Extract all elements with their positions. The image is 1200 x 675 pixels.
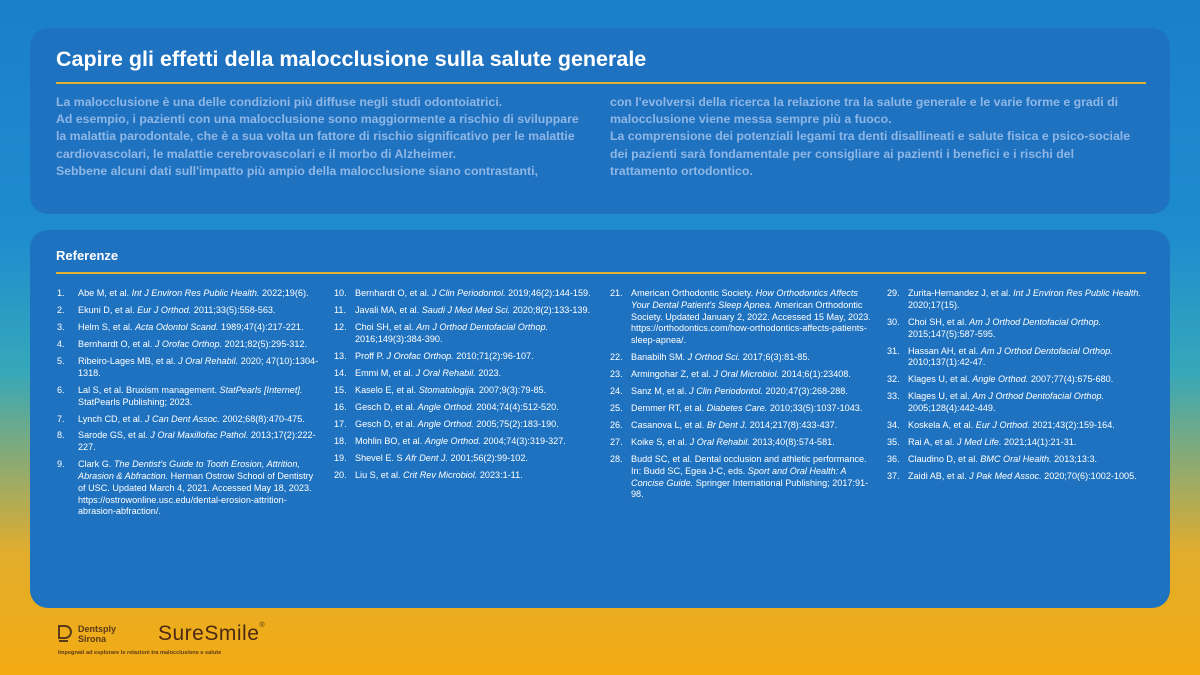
reference-item [57,288,319,300]
reference-number: 12. [334,321,347,332]
reference-details: 2005;75(2):183-190. [473,418,559,429]
reference-journal: Saudi J Med Med Sci. [421,304,511,315]
suresmile-logo [158,622,265,646]
reference-item [334,453,596,465]
reference-authors: Mohlin BO, et al. [355,435,425,446]
reference-number: 30. [887,316,900,327]
reference-journal: Acta Odontol Scand. [135,321,219,332]
reference-authors: Claudino D, et al. [908,454,981,465]
reference-number: 16. [334,401,347,412]
reference-item [887,317,1149,341]
reference-journal: How Orthodontics Affects Your Dental Patient's Sleep Apnea. [631,288,858,310]
reference-number: 28. [610,454,623,465]
reference-item [334,436,596,448]
reference-journal: J Clin Periodontol. [431,288,506,298]
reference-item [887,391,1149,415]
reference-details: 2001;56(2):99-102. [448,452,528,463]
reference-details: 2013;17(2):222-227. [78,430,316,453]
reference-text [631,403,872,415]
reference-authors: American Orthodontic Society. [631,288,756,298]
reference-authors: Klages U, et al. [908,391,973,402]
reference-text [355,305,596,317]
intro-paragraph: La comprensione dei potenziali legami tra denti disallineati e salute fisica e psico-sociale dei pazienti sarà fondamentale per consigliare ai pazienti i benefici e i rischi del trattamento ortodontico. [610,129,1131,178]
reference-details: 2013;13:3. [1051,454,1098,465]
reference-journal: Eur J Orthod. [137,304,192,315]
reference-authors: Helm S, et al. [78,321,136,332]
reference-item [334,288,596,300]
reference-details: American Orthodontic Society. Updated January 2, 2022. Accessed 15 May, 2023. https://orthodontics.com/how-orthodontics-affects-patients-sleep-apnea/. [631,299,871,346]
reference-number: 15. [334,384,347,395]
reference-authors: Javali MA, et al. [355,304,422,315]
reference-text [78,459,319,518]
dentsply-sirona-logo [58,624,116,644]
reference-details: 2020; 47(10):1304-1318. [78,355,319,378]
reference-text [355,453,596,465]
reference-item [610,454,872,501]
reference-number: 35. [887,437,900,448]
product-name: SureSmile [158,622,260,645]
reference-number: 18. [334,435,347,446]
reference-number: 4. [57,338,65,349]
reference-text [908,391,1149,415]
reference-text [631,369,872,381]
reference-authors: Zurita-Hernandez J, et al. [908,288,1014,298]
reference-details: 2021;82(5):295-312. [222,338,308,349]
reference-number: 36. [887,454,900,465]
reference-text [78,385,319,409]
reference-authors: Clark G. [78,459,114,470]
reference-text [355,322,596,346]
reference-journal: J Oral Rehabil. [689,437,750,448]
reference-number: 13. [334,350,347,361]
reference-details: 2017;6(3):81-85. [740,352,810,363]
reference-journal: J Clin Periodontol. [689,386,763,397]
reference-text [908,374,1149,386]
reference-item [887,437,1149,449]
reference-details: 2021;43(2):159-164. [1029,420,1115,431]
reference-text [355,436,596,448]
reference-journal: Crit Rev Microbiol. [403,469,478,480]
reference-authors: Liu S, et al. [355,469,404,480]
reference-item [887,471,1149,483]
reference-journal: Int J Environ Res Public Health. [1013,288,1142,298]
reference-details: 2020;17(15). [908,299,960,310]
reference-journal: Angle Orthod. [972,374,1029,385]
reference-number: 21. [610,288,623,298]
reference-number: 9. [57,459,65,470]
intro-paragraph: con l'evolversi della ricerca la relazione tra la salute generale e le varie forme e gradi di malocclusione viene messa sempre più a fuoco. [610,95,1119,127]
reference-details: 2023. [475,367,502,378]
reference-text [78,430,319,454]
reference-number: 23. [610,369,623,380]
reference-authors: Sanz M, et al. [631,386,690,397]
reference-authors: Klages U, et al. [908,374,973,385]
references-column-3 [610,288,872,506]
reference-number: 19. [334,452,347,463]
reference-details: 2020;8(2):133-139. [510,304,591,315]
reference-text [78,322,319,334]
reference-number: 7. [57,413,65,424]
reference-journal: J Oral Maxillofac Pathol. [150,430,249,441]
reference-text [355,288,596,300]
reference-details: 2004;74(4):512-520. [473,401,559,412]
reference-journal: Angle Orthod. [424,435,481,446]
reference-authors: Ekuni D, et al. [78,304,138,315]
reference-text [908,420,1149,432]
reference-text [355,351,596,363]
reference-text [355,368,596,380]
reference-number: 8. [57,430,65,441]
references-title: Referenze [56,248,119,263]
reference-item [610,403,872,415]
reference-item [610,420,872,432]
reference-journal: Afr Dent J. [405,452,449,463]
reference-text [78,288,319,300]
reference-authors: Bernhardt O, et al. [78,338,155,349]
reference-details: 2013;40(8):574-581. [749,437,835,448]
reference-text [908,454,1149,466]
reference-text [355,385,596,397]
reference-authors: Casanova L, et al. [631,420,707,431]
reference-item [610,437,872,449]
reference-authors: Choi SH, et al. [355,321,417,332]
reference-details: 2010;33(5):1037-1043. [767,403,863,414]
reference-details: 2007;9(3):79-85. [476,384,547,395]
reference-item [334,305,596,317]
reference-number: 22. [610,352,623,363]
reference-journal: The Dentist's Guide to Tooth Erosion, Attrition, Abrasion & Abfraction. [78,459,300,482]
reference-authors: Armingohar Z, et al. [631,369,714,380]
reference-authors: Banabilh SM. [631,352,688,363]
reference-text [631,352,872,364]
reference-authors: Koike S, et al. [631,437,690,448]
reference-authors: Choi SH, et al. [908,316,970,327]
reference-details: 2016;149(3):384-390. [355,333,443,344]
reference-journal: J Oral Rehabil. [178,355,239,366]
references-column-1 [57,288,319,523]
reference-details: 2014;217(8):433-437. [747,420,838,431]
reference-text [78,414,319,426]
reference-number: 14. [334,367,347,378]
reference-item [334,351,596,363]
reference-item [334,402,596,414]
reference-journal: Stomatologija. [418,384,477,395]
reference-details: 2015;147(5):587-595. [908,328,996,339]
reference-number: 33. [887,391,900,402]
reference-item [334,368,596,380]
reference-details: 2023:1-11. [477,469,523,480]
reference-item [334,385,596,397]
reference-details: 2004;74(3):319-327. [480,435,566,446]
reference-authors: Shevel E. S [355,452,406,463]
reference-text [78,339,319,351]
reference-authors: Lynch CD, et al. [78,413,145,424]
reference-authors: Rai A, et al. [908,437,958,448]
reference-journal: J Orofac Orthop. [386,350,454,361]
reference-text [908,471,1149,483]
reference-item [887,346,1149,370]
reference-text [631,454,872,501]
reference-text [355,402,596,414]
reference-text [78,356,319,380]
intro-panel [30,28,1170,214]
reference-number: 5. [57,355,65,366]
reference-text [355,470,596,482]
dentsply-sirona-icon [58,625,72,643]
reference-details: 2014;6(1):23408. [779,369,851,380]
reference-number: 24. [610,386,623,397]
reference-journal: J Orthod Sci. [687,352,741,363]
reference-journal: Angle Orthod. [417,401,474,412]
reference-journal: Am J Orthod Dentofacial Orthop. [980,345,1113,356]
reference-authors: Kaselo E, et al. [355,384,419,395]
reference-journal: J Med Life. [957,437,1002,448]
reference-authors: Gesch D, et al. [355,418,418,429]
reference-item [57,459,319,518]
reference-item [57,356,319,380]
intro-paragraph: Ad esempio, i pazienti con una malocclusione sono maggiormente a rischio di sviluppare la malattia parodontale, che è a sua volta un fattore di rischio significativo per le malattie cardiovascolari, le malattie cerebrovascolari e il morbo di Alzheimer. [56,112,579,161]
intro-paragraph: Sebbene alcuni dati sull'impatto più ampio della malocclusione siano contrastanti, [56,163,538,178]
references-column-4 [887,288,1149,488]
reference-item [887,374,1149,386]
reference-number: 11. [334,304,346,315]
reference-item [887,420,1149,432]
reference-journal: J Oral Microbiol. [713,369,780,380]
reference-item [57,414,319,426]
reference-number: 37. [887,471,900,482]
reference-authors: Bernhardt O, et al. [355,288,432,298]
reference-journal: Eur J Orthod. [975,420,1030,431]
brand-line-2: Sirona [78,634,107,644]
reference-text [908,346,1149,370]
title-divider [56,82,1146,84]
reference-journal: Am J Orthod Dentofacial Orthop. [972,391,1105,402]
brand-name [78,624,116,644]
reference-number: 34. [887,420,900,431]
reference-details: 2021;14(1):21-31. [1001,437,1077,448]
reference-item [610,386,872,398]
reference-authors: Zaidi AB, et al. [908,471,970,482]
reference-details: Herman Ostrow School of Dentistry of USC. Updated March 4, 2021. Accessed May 18, 2023. https://ostrowonline.usc.edu/dental-erosion-attrition-abrasion-abfraction/. [78,471,314,517]
reference-details: 2019;46(2):144-159. [505,288,591,298]
reference-details: 2010;137(1):42-47. [908,357,986,368]
reference-details: 2020;47(3):268-288. [762,386,848,397]
reference-details: 2002;68(8):470-475. [219,413,305,424]
reference-journal: Br Dent J. [706,420,748,431]
reference-authors: Abe M, et al. [78,288,132,298]
reference-text [78,305,319,317]
intro-right-column [610,94,1138,180]
reference-journal: Sport and Oral Health: A Concise Guide. [631,465,847,488]
reference-item [610,369,872,381]
reference-authors: Hassan AH, et al. [908,345,981,356]
reference-journal: Am J Orthod Dentofacial Orthop. [416,321,549,332]
reference-text [631,437,872,449]
reference-authors: Gesch D, et al. [355,401,418,412]
reference-number: 27. [610,437,623,448]
brand-line-1: Dentsply [78,624,117,634]
reference-item [334,419,596,431]
reference-journal: Diabetes Care. [706,403,768,414]
reference-number: 31. [887,345,900,356]
reference-item [57,430,319,454]
reference-text [908,288,1149,312]
reference-item [334,470,596,482]
reference-details: 2022;19(6). [259,288,309,298]
reference-text [908,317,1149,341]
reference-item [887,454,1149,466]
reference-details: 2005;128(4):442-449. [908,403,996,414]
reference-number: 17. [334,418,347,429]
page-title: Capire gli effetti della malocclusione sulla salute generale [56,47,647,71]
reference-text [631,288,872,347]
reference-item [57,305,319,317]
reference-number: 6. [57,384,65,395]
reference-journal: Int J Environ Res Public Health. [131,288,260,298]
reference-item [334,322,596,346]
reference-item [57,385,319,409]
reference-number: 3. [57,321,65,332]
reference-authors: Ribeiro-Lages MB, et al. [78,355,179,366]
reference-journal: J Can Dent Assoc. [144,413,220,424]
reference-number: 1. [57,288,65,298]
references-divider [56,272,1146,274]
reference-authors: Emmi M, et al. [355,367,416,378]
reference-journal: StatPearls [Internet]. [219,384,303,395]
reference-item [57,322,319,334]
intro-left-column [56,94,584,180]
registered-mark: ® [259,622,266,629]
intro-paragraph: La malocclusione è una delle condizioni più diffuse negli studi odontoiatrici. [56,95,503,109]
reference-details: StatPearls Publishing; 2023. [78,396,193,407]
reference-details: 2020;70(6):1002-1005. [1041,471,1137,482]
reference-details: 2011;33(5):558-563. [191,304,276,315]
reference-number: 26. [610,420,623,431]
reference-number: 29. [887,288,900,298]
reference-journal: J Oral Rehabil. [415,367,476,378]
reference-journal: J Orofac Orthop. [154,338,223,349]
reference-item [57,339,319,351]
reference-details: Springer International Publishing; 2017:91-98. [631,477,869,500]
reference-item [610,288,872,347]
reference-details: 1989;47(4):217-221. [218,321,304,332]
references-column-2 [334,288,596,487]
reference-item [610,352,872,364]
references-panel [30,230,1170,608]
reference-text [631,420,872,432]
reference-item [887,288,1149,312]
reference-number: 10. [334,288,347,298]
reference-authors: Sarode GS, et al. [78,430,151,441]
reference-number: 32. [887,374,900,385]
reference-journal: Am J Orthod Dentofacial Orthop. [969,316,1102,327]
reference-authors: Proff P. [355,350,387,361]
reference-text [908,437,1149,449]
reference-details: 2010;71(2):96-107. [453,350,534,361]
reference-text [355,419,596,431]
reference-details: 2007;77(4):675-680. [1028,374,1114,385]
reference-number: 20. [334,469,347,480]
reference-journal: BMC Oral Health. [980,454,1052,465]
reference-authors: Demmer RT, et al. [631,403,707,414]
reference-authors: Lal S, et al. Bruxism management. [78,384,220,395]
reference-journal: J Pak Med Assoc. [969,471,1042,482]
reference-journal: Angle Orthod. [417,418,474,429]
footer-tagline: Impegnati ad esplorare le relazioni tra malocclusione e salute [58,650,222,656]
reference-text [631,386,872,398]
reference-authors: Budd SC, et al. Dental occlusion and athletic performance. In: Budd SC, Egea J-C, eds. [631,454,867,476]
reference-number: 2. [57,304,65,315]
reference-number: 25. [610,403,623,414]
reference-authors: Koskela A, et al. [908,420,976,431]
